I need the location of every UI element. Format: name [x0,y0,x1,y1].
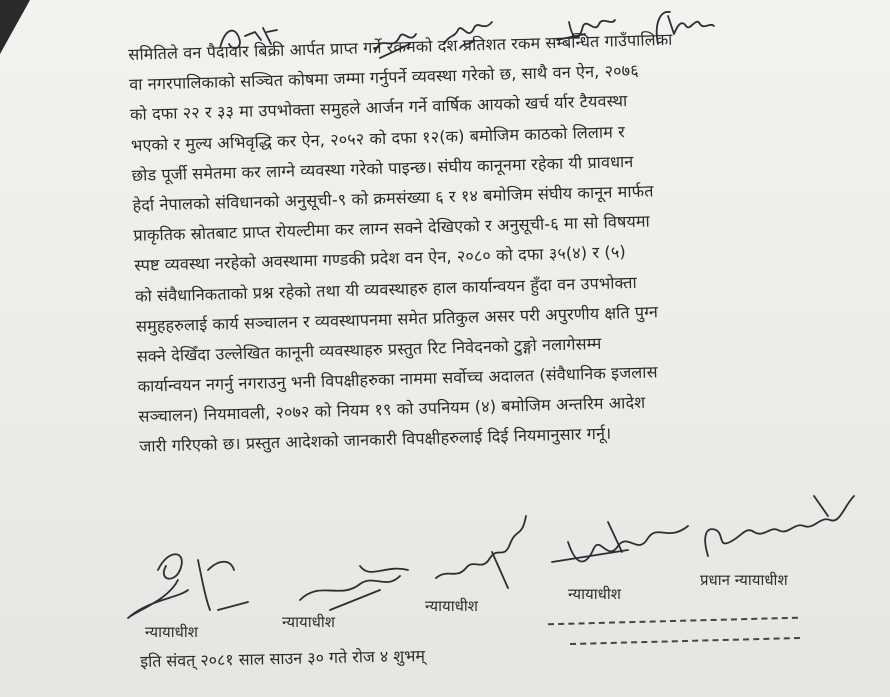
body-line: सञ्चालन) नियमावली, २०७२ को नियम १९ को उपनियम (४) बमोजिम अन्तरिम आदेश [138,392,646,427]
body-line: को संवैधानिकताको प्रश्न रहेको तथा यी व्यवस्थाहरु हाल कार्यान्वयन हुँदा वन उपभोक्ता [134,272,638,306]
signature-3 [432,508,532,602]
body-line: को दफा २२ र ३३ मा उपभोक्ता समुहले आर्जन गर्ने वार्षिक आयको खर्च र्यार टैयवस्था [129,91,628,125]
signatory-title: प्रधान न्यायाधीश [700,571,788,589]
body-line: समितिले वन पैदावार बिक्री आर्पत प्राप्त गर्ने रकमको दश प्रतिशत रकम सम्बन्धित गाउँपालिका [128,29,673,64]
body-line: प्राकृतिक स्रोतबाट प्राप्त रोयल्टीमा कर लाग्न सक्ने देखिएको र अनुसूची-६ मा सो विषयमा [133,211,651,246]
signatory-title: न्यायाधीश [568,585,621,603]
body-line: समुहहरुलाई कार्य सञ्चालन र व्यवस्थापनमा समेत प्रतिकुल असर परी अपुरणीय क्षति पुग्न [135,302,659,336]
body-line: जारी गरिएको छ। प्रस्तुत आदेशको जानकारी विपक्षीहरुलाई दिई नियमानुसार गर्नू। [139,424,612,457]
body-line: छोड पूर्जी समेतमा कर लाग्ने व्यवस्था गरेको पाइन्छ। संघीय कानूनमा रहेका यी प्रावधान [131,151,634,185]
signatory-title: न्यायाधीश [425,597,478,615]
signatory-title: न्यायाधीश [145,623,198,641]
body-line: हेर्दा नेपालको संविधानको अनुसूची-९ को क्रमसंख्या ६ र १४ बमोजिम संघीय कानून मार्फत [132,181,654,215]
date-line: इति संवत् २०८१ साल साउन ३० गते रोज ४ शुभम् [140,646,426,671]
body-line: वा नगरपालिकाको सञ्चित कोषमा जम्मा गर्नुपर्ने व्यवस्था गरेको छ, साथै वन ऐन, २०७६ [128,60,639,95]
body-line: स्पष्ट व्यवस्था नरहेको अवस्थामा गण्डकी प्रदेश वन ऐन, २०८० को दफा ३५(४) र (५) [134,242,627,276]
signature-5 [694,486,864,570]
body-line: भएको र मुल्य अभिवृद्धि कर ऐन, २०५२ को दफा १२(क) बमोजिम काठको लिलाम र [130,121,626,155]
signatory-title: न्यायाधीश [282,613,335,631]
body-line: कार्यान्वयन नगर्नु नगराउनु भनी विपक्षीहरुका नाममा सर्वोच्च अदालत (संवैधानिक इजलास [137,362,658,396]
body-line: सक्ने देखिँदा उल्लेखित कानूनी व्यवस्थाहरु प्रस्तुत रिट निवेदनको टुङ्गो नलागेसम्म [136,333,602,366]
signature-1 [118,540,258,634]
signature-4 [548,512,698,586]
